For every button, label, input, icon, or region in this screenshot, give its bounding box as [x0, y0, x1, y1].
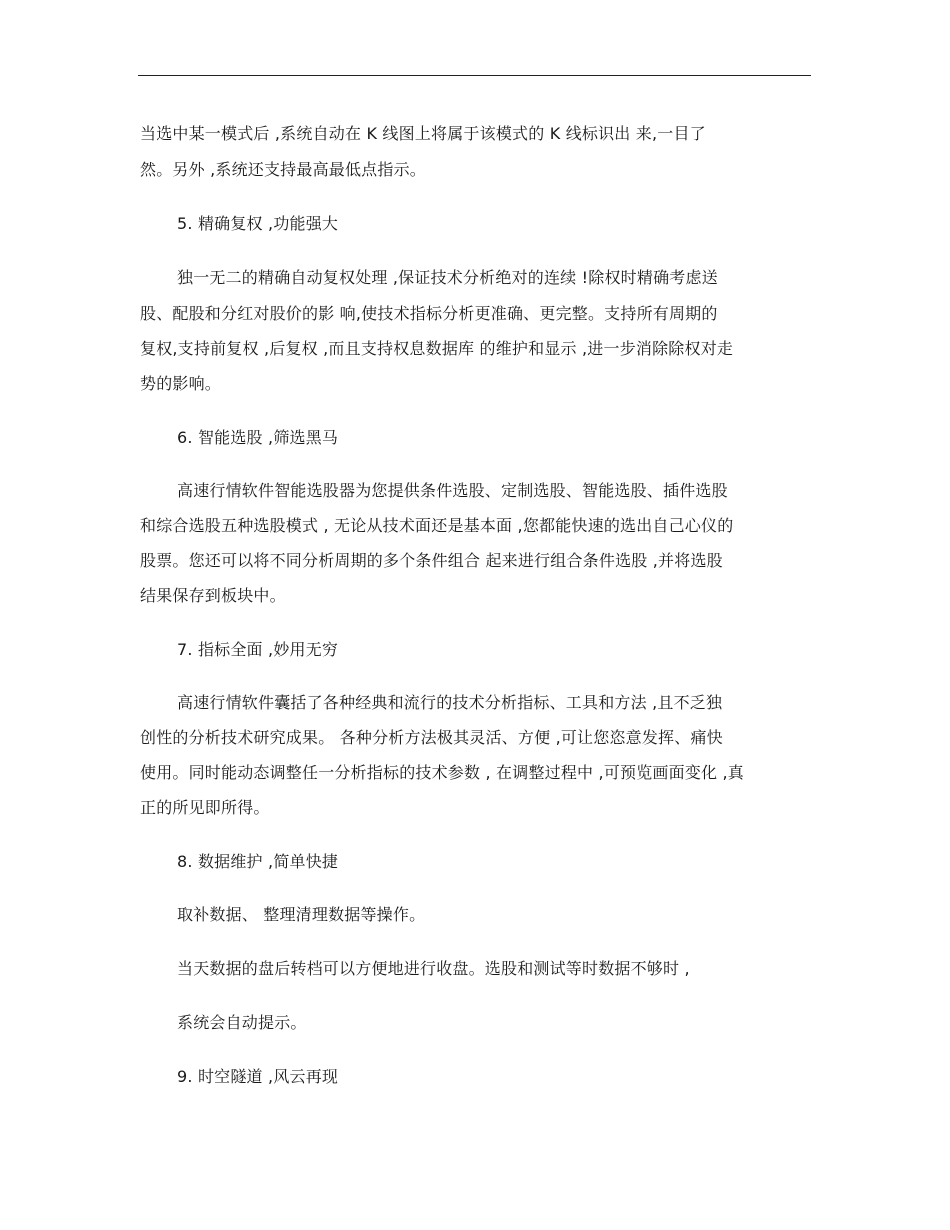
section-heading: 8. 数据维护 ,简单快捷: [177, 852, 339, 871]
body-line: 复权,支持前复权 ,后复权 ,而且支持权息数据库 的维护和显示 ,进一步消除除权对走: [140, 339, 734, 358]
body-line: 然。另外 ,系统还支持最高最低点指示。: [140, 160, 426, 179]
section-heading: 7. 指标全面 ,妙用无穷: [177, 640, 339, 659]
section-heading: 9. 时空隧道 ,风云再现: [177, 1067, 339, 1086]
body-line: 正的所见即所得。: [140, 798, 270, 817]
body-line: 创性的分析技术研究成果。 各种分析方法极其灵活、方便 ,可让您恣意发挥、痛快: [140, 728, 723, 747]
body-line: 高速行情软件智能选股器为您提供条件选股、定制选股、智能选股、插件选股: [177, 481, 728, 500]
body-line: 独一无二的精确自动复权处理 ,保证技术分析绝对的连续 !除权时精确考虑送: [177, 268, 718, 287]
body-line: 势的影响。: [140, 374, 222, 393]
body-line: 股、配股和分红对股价的影 响,使技术指标分析更准确、更完整。支持所有周期的: [140, 304, 718, 323]
section-heading: 5. 精确复权 ,功能强大: [177, 214, 339, 233]
body-line: 和综合选股五种选股模式 , 无论从技术面还是基本面 ,您都能快速的选出自己心仪的: [140, 516, 734, 535]
body-line: 高速行情软件囊括了各种经典和流行的技术分析指标、工具和方法 ,且不乏独: [177, 693, 723, 712]
body-line: 股票。您还可以将不同分析周期的多个条件组合 起来进行组合条件选股 ,并将选股: [140, 551, 723, 570]
header-rule: [138, 75, 811, 76]
section-heading: 6. 智能选股 ,筛选黑马: [177, 428, 339, 447]
body-line: 系统会自动提示。: [177, 1013, 307, 1032]
body-line: 结果保存到板块中。: [140, 586, 286, 605]
body-line: 当天数据的盘后转档可以方便地进行收盘。选股和测试等时数据不够时 ,: [177, 959, 690, 978]
body-line: 使用。同时能动态调整任一分析指标的技术参数 , 在调整过程中 ,可预览画面变化 ,真: [140, 763, 745, 782]
body-line: 当选中某一模式后 ,系统自动在 K 线图上将属于该模式的 K 线标识出 来,一目了: [140, 124, 706, 143]
body-line: 取补数据、 整理清理数据等操作。: [177, 905, 426, 924]
